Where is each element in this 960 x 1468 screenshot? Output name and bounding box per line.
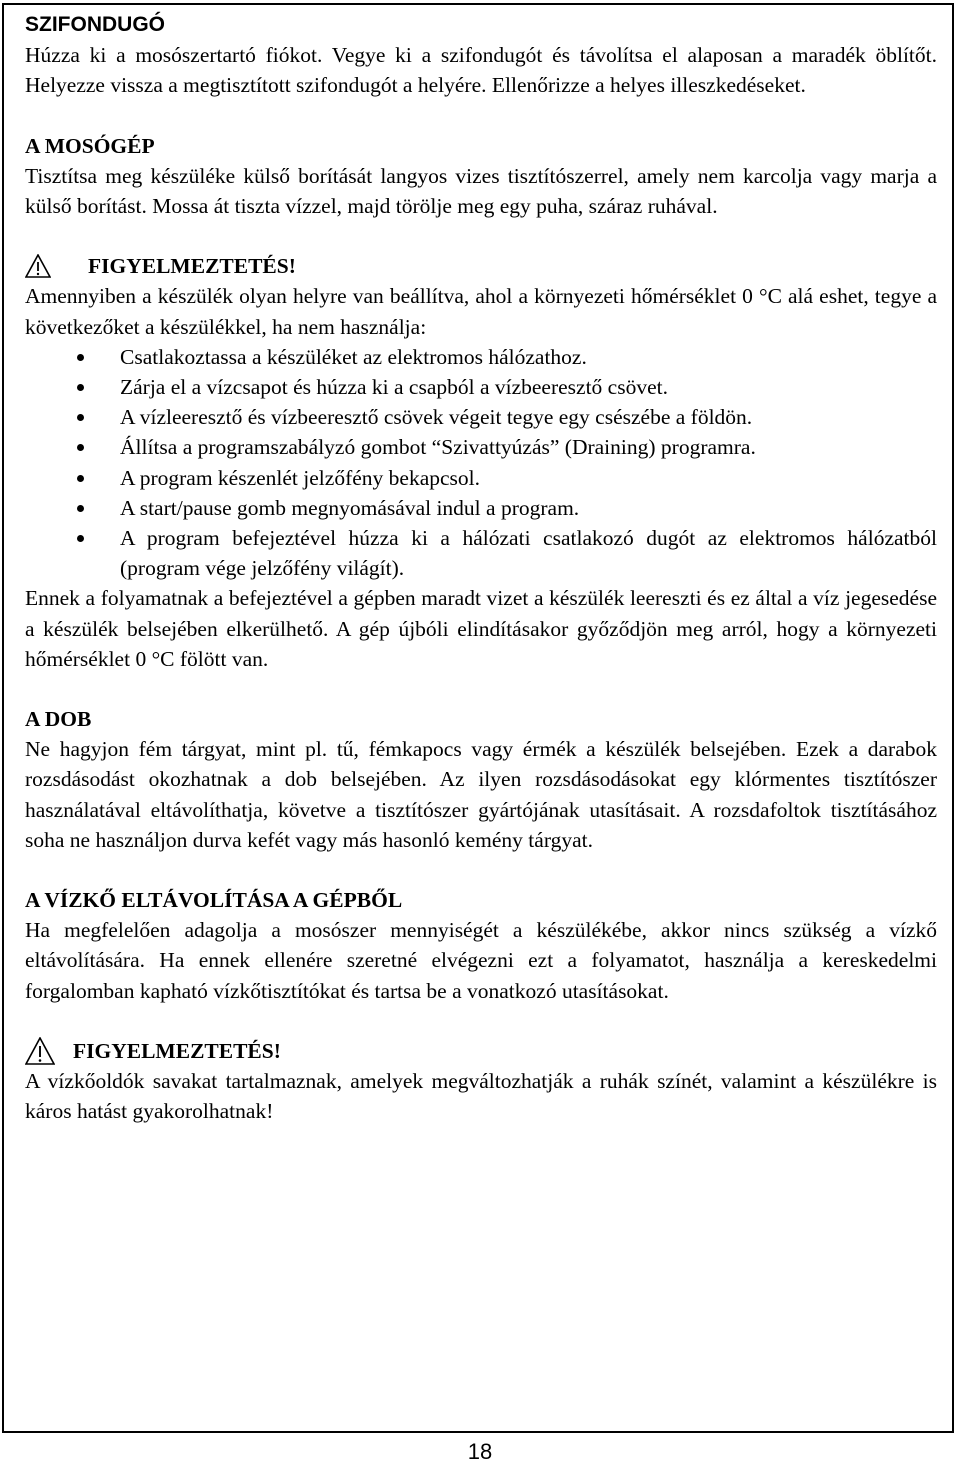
heading-mosogep: A MOSÓGÉP (25, 133, 155, 158)
heading-szifondugo: SZIFONDUGÓ (25, 13, 165, 36)
page-number: 18 (467, 1439, 493, 1464)
warning-heading-2 (25, 1036, 937, 1066)
warning-steps-list (25, 342, 937, 584)
page-content (25, 10, 937, 1127)
list-item: Állítsa a programszabályzó gombot “Szivattyúzás” (Draining) programra. (25, 432, 937, 462)
list-item: A vízleeresztő és vízbeeresztő csövek végeit tegye egy csészébe a földön. (25, 402, 937, 432)
paragraph-szifondugo: Húzza ki a mosószertartó fiókot. Vegye ki a szifondugót és távolítsa el alaposan a maradék öblítőt. Helyezze vissza a megtisztított szifondugót a helyére. Ellenőrizze a helyes illeszkedéseket. (25, 43, 937, 98)
warning-triangle-icon (25, 1037, 69, 1065)
heading-dob: A DOB (25, 707, 92, 732)
list-item: A start/pause gomb megnyomásával indul a program. (25, 493, 937, 523)
warning-label-1: FIGYELMEZTETÉS! (88, 254, 296, 279)
paragraph-vizko: Ha megfelelően adagolja a mosószer mennyiségét a készülékébe, akkor nincs szükség a vízkő eltávolítására. Ha ennek ellenére szeretné elvégezni ezt a folyamatot, használja a kereskedelmi forgalomban kapható vízkőtisztítókat és tartsa be a vonatkozó utasításokat. (25, 918, 937, 1003)
paragraph-dob: Ne hagyjon fém tárgyat, mint pl. tű, fémkapocs vagy érmék a készülék belsejében. Ezek a darabok rozsdásodást okozhatnak a dob belsejében. Az ilyen rozsdásodásokat egy klórmentes tisztítószer használatával eltávolíthatja, követve a tisztítószer gyártójának utasításait. A rozsdafoltok tisztításához soha ne használjon durva kefét vagy más hasonló kemény tárgyat. (25, 737, 937, 852)
heading-vizko: A VÍZKŐ ELTÁVOLÍTÁSA A GÉPBŐL (25, 888, 403, 913)
list-item: A program készenlét jelzőfény bekapcsol. (25, 463, 937, 493)
warning-heading-1 (25, 251, 937, 281)
list-item: Zárja el a vízcsapot és húzza ki a csapból a vízbeeresztő csövet. (25, 372, 937, 402)
paragraph-mosogep: Tisztítsa meg készüléke külső borítását langyos vizes tisztítószerrel, amely nem karcolja vagy marja a külső borítást. Mossa át tiszta vízzel, majd törölje meg egy puha, száraz ruhával. (25, 163, 937, 219)
warning-outro: Ennek a folyamatnak a befejeztével a gépben maradt vizet a készülék leereszti és ez által a víz jegesedése a készülék belsejében elkerülhető. A gép újbóli elindításakor győződjön meg arról, hogy a környezeti hőmérséklet 0 °C fölött van. (25, 586, 937, 671)
warning-triangle-icon (25, 252, 67, 280)
warning-text-2: A vízkőoldók savakat tartalmaznak, amelyek megváltozhatják a ruhák színét, valamint a készülékre is káros hatást gyakorolhatnak! (25, 1069, 937, 1124)
list-item: A program befejeztével húzza ki a hálózati csatlakozó dugót az elektromos hálózatból (program vége jelzőfény világít). (25, 523, 937, 583)
warning-label-2: FIGYELMEZTETÉS! (73, 1038, 281, 1063)
warning-intro: Amennyiben a készülék olyan helyre van beállítva, ahol a környezeti hőmérséklet 0 °C alá eshet, tegye a következőket a készülékkel, ha nem használja: (25, 284, 937, 339)
list-item: Csatlakoztassa a készüléket az elektromos hálózathoz. (25, 342, 937, 372)
